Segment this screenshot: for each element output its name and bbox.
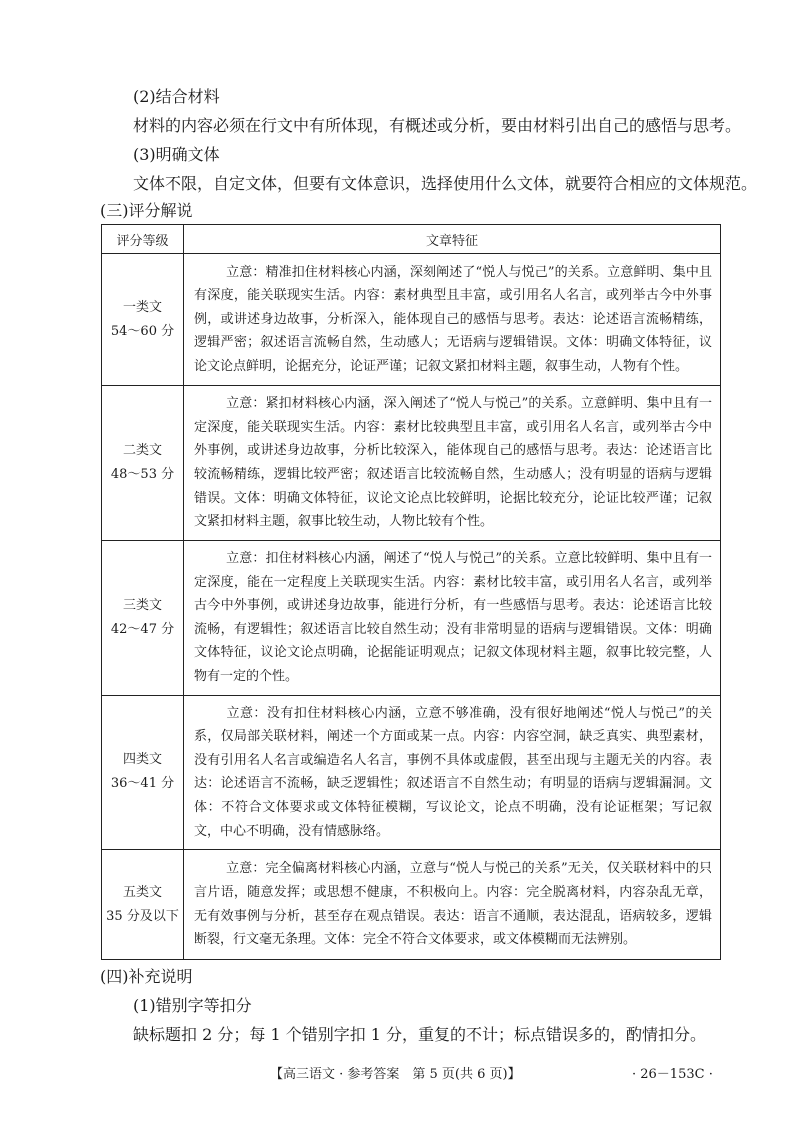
grade-description-text: 立意：没有扣住材料核心内涵，立意不够准确，没有很好地阐述“悦人与悦己”的关系，仅局部关联材料，阐述一个方面或某一点。内容：内容空洞，缺乏真实、典型素材，没有引用名人名言或编造名人名言，事例不具体或虚假，甚至出现与主题无关的内容。表达：论述语言不流畅，缺乏逻辑性；叙述语言不自然生动；有明显的语病与逻辑漏洞。文体：不符合文体要求或文体特征模糊，写议论文，论点不明确，没有论证框架；写记叙文，中心不明确，没有情感脉络。 (194, 705, 712, 839)
grade-name: 五类文 (122, 884, 162, 900)
grade-score: 48～53 分 (110, 467, 175, 482)
item1-title: (1)错别字等扣分 (133, 996, 252, 1015)
page-footer-label: 【高三语文 · 参考答案 第 5 页(共 6 页)】 (270, 1067, 521, 1082)
grade-level (102, 254, 184, 386)
item1-text: 缺标题扣 2 分；每 1 个错别字扣 1 分，重复的不计；标点错误多的，酌情扣分。 (133, 1025, 707, 1044)
table-row (102, 386, 721, 541)
header-features: 文章特征 (184, 225, 721, 254)
table-header-row (102, 225, 721, 254)
table-row (102, 695, 721, 850)
page-footer-code: · 26－153C · (632, 1067, 713, 1082)
grade-description (184, 695, 721, 850)
table-row (102, 541, 721, 696)
grade-name: 二类文 (122, 443, 162, 458)
grade-level (102, 695, 184, 850)
section3-title: (三)评分解说 (100, 201, 193, 220)
grade-description-text: 立意：精准扣住材料核心内涵，深刻阐述了“悦人与悦己”的关系。立意鲜明、集中且有深度，能关联现实生活。内容：素材典型且丰富，或引用名人名言，或列举古今中外事例，或讲述身边故事，分析深入，能体现自己的感悟与思考。表达：论述语言流畅精练，逻辑严密；叙述语言流畅自然，生动感人；无语病与逻辑错误。文体：明确文体特征，议论文论点鲜明，论据充分，论证严谨；记叙文紧扣材料主题，叙事生动，人物有个性。 (194, 264, 712, 374)
item2-text: 材料的内容必须在行文中有所体现，有概述或分析，要由材料引出自己的感悟与思考。 (133, 116, 742, 135)
item3-text: 文体不限，自定文体，但要有文体意识，选择使用什么文体，就要符合相应的文体规范。 (133, 174, 758, 193)
grade-description-text: 立意：完全偏离材料核心内涵，立意与“悦人与悦己的关系”无关，仅关联材料中的只言片语，随意发挥；或思想不健康，不积极向上。内容：完全脱离材料，内容杂乱无章，无有效事例与分析，甚至存在观点错误。表达：语言不通顺，表达混乱，语病较多，逻辑断裂，行文毫无条理。文体：完全不符合文体要求，或文体模糊而无法辨别。 (194, 861, 712, 948)
section4-title: (四)补充说明 (100, 967, 193, 986)
grade-score: 36～41 分 (110, 776, 175, 792)
grade-description (184, 850, 721, 960)
grade-name: 三类文 (122, 597, 162, 613)
grading-table (101, 224, 721, 960)
table-row (102, 850, 721, 960)
grade-name: 一类文 (122, 299, 162, 315)
grade-description (184, 541, 721, 696)
grade-score: 35 分及以下 (106, 908, 179, 924)
grade-level (102, 541, 184, 696)
grade-level (102, 386, 184, 541)
grade-level (102, 850, 184, 960)
grade-description (184, 386, 721, 541)
grade-score: 42～47 分 (110, 621, 175, 637)
item3-title: (3)明确文体 (133, 145, 220, 164)
grade-description (184, 254, 721, 386)
table-row (102, 254, 721, 386)
grade-description-text: 立意：扣住材料核心内涵，阐述了“悦人与悦己”的关系。立意比较鲜明、集中且有一定深度，能在一定程度上关联现实生活。内容：素材比较丰富，或引用名人名言，或列举古今中外事例，或讲述身边故事，能进行分析，有一些感悟与思考。表达：论述语言比较流畅，有逻辑性；叙述语言比较自然生动；没有非常明显的语病与逻辑错误。文体：明确文体特征，议论文论点明确，论据能证明观点；记叙文体现材料主题，叙事比较完整，人物有一定的个性。 (194, 551, 712, 684)
grade-name: 四类文 (122, 752, 162, 768)
grade-description-text: 立意：紧扣材料核心内涵，深入阐述了“悦人与悦己”的关系。立意鲜明、集中且有一定深度，能关联现实生活。内容：素材比较典型且丰富，或引用名人名言，或列举古今中外事例，或讲述身边故事，分析比较深入，能体现自己的感悟与思考。表达：论述语言比较流畅精练，逻辑比较严密；叙述语言比较流畅自然，生动感人；没有明显的语病与逻辑错误。文体：明确文体特征，议论文论点比较鲜明，论据比较充分，论证比较严谨；记叙文紧扣材料主题，叙事比较生动，人物比较有个性。 (194, 396, 712, 530)
item2-title: (2)结合材料 (133, 87, 220, 106)
grade-score: 54～60 分 (110, 323, 175, 339)
header-level: 评分等级 (102, 225, 184, 254)
